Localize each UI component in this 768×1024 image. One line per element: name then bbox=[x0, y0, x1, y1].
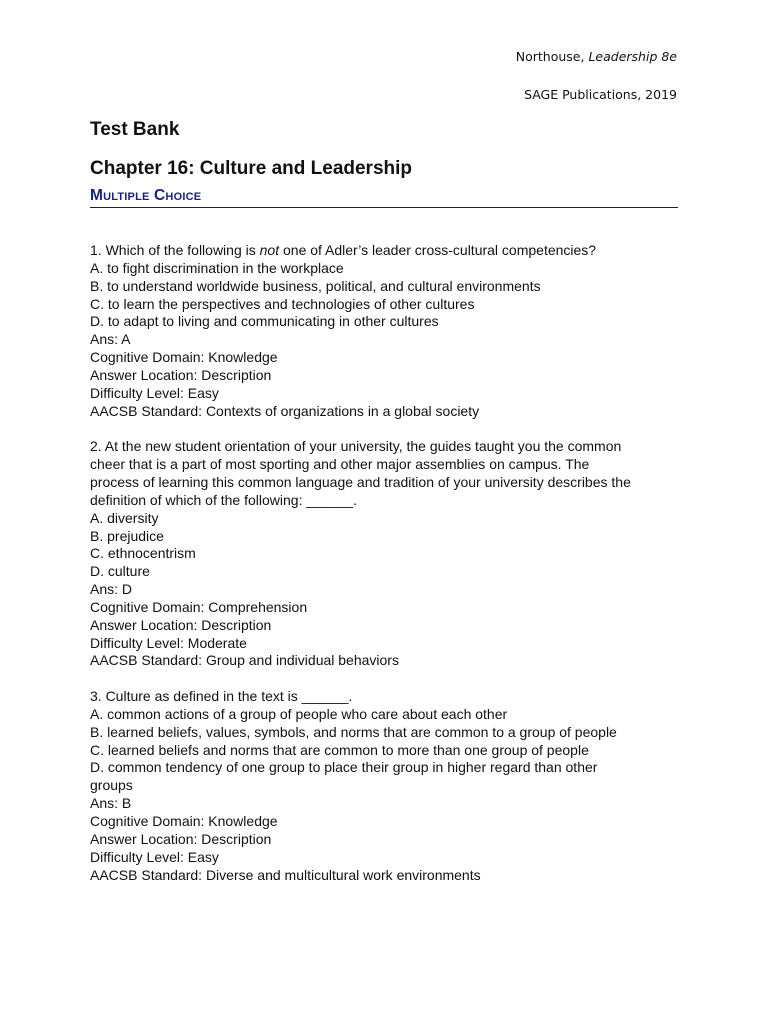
stem-text: definition of which of the following: ______. bbox=[90, 491, 357, 508]
answer-option: C. to learn the perspectives and technologies of other cultures bbox=[90, 295, 475, 312]
question-stem-line bbox=[90, 242, 690, 260]
answer-option: groups bbox=[90, 777, 133, 794]
question-stem-line bbox=[90, 438, 690, 456]
question-3 bbox=[90, 688, 690, 884]
question-metadata: AACSB Standard: Diverse and multicultural work environments bbox=[90, 866, 481, 883]
stem-text: 1. Which of the following is bbox=[90, 242, 260, 258]
question-metadata: Cognitive Domain: Comprehension bbox=[90, 598, 308, 615]
stem-text: cheer that is a part of most sporting and other major assemblies on campus. The bbox=[90, 456, 590, 473]
stem-text: one of Adler’s leader cross-cultural competencies? bbox=[279, 242, 597, 258]
answer-option: D. common tendency of one group to place their group in higher regard than other bbox=[90, 759, 598, 776]
question-metadata: Cognitive Domain: Knowledge bbox=[90, 813, 278, 829]
answer-option: C. ethnocentrism bbox=[90, 545, 196, 562]
answer-key: Ans: D bbox=[90, 581, 133, 598]
question-metadata: Answer Location: Description bbox=[90, 616, 272, 633]
question-metadata: Answer Location: Description bbox=[90, 366, 272, 383]
question-1 bbox=[90, 242, 690, 420]
answer-option: D. to adapt to living and communicating in other cultures bbox=[90, 313, 439, 330]
section-heading: Multiple Choice bbox=[90, 187, 678, 208]
question-stem-line bbox=[90, 474, 690, 492]
header-publisher: SAGE Publications, 2019 bbox=[524, 87, 677, 102]
answer-key: Ans: A bbox=[90, 331, 131, 348]
answer-option: B. learned beliefs, values, symbols, and norms that are common to a group of people bbox=[90, 723, 617, 740]
stem-emphasis: not bbox=[259, 242, 280, 258]
answer-option: A. to fight discrimination in the workplace bbox=[90, 259, 344, 276]
answer-option: A. diversity bbox=[90, 509, 159, 526]
question-metadata: AACSB Standard: Group and individual behaviors bbox=[90, 652, 399, 669]
header-author: Northouse, bbox=[515, 49, 589, 64]
chapter-title: Chapter 16: Culture and Leadership bbox=[90, 158, 413, 179]
question-list bbox=[90, 242, 690, 902]
question-metadata: Cognitive Domain: Knowledge bbox=[90, 349, 278, 366]
stem-text: 3. Culture as defined in the text is ______. bbox=[90, 688, 353, 705]
answer-key: Ans: B bbox=[90, 795, 132, 812]
question-metadata: Answer Location: Description bbox=[90, 830, 272, 847]
document-title: Test Bank bbox=[90, 119, 180, 140]
question-stem-line bbox=[90, 456, 690, 474]
answer-option: A. common actions of a group of people who care about each other bbox=[90, 705, 508, 722]
answer-option: B. prejudice bbox=[90, 527, 164, 544]
question-stem-line bbox=[90, 492, 690, 510]
header-author-line bbox=[516, 49, 677, 64]
stem-text: 2. At the new student orientation of your university, the guides taught you the common bbox=[90, 438, 622, 455]
question-stem-line bbox=[90, 688, 690, 706]
answer-option: C. learned beliefs and norms that are common to more than one group of people bbox=[90, 741, 589, 758]
answer-option: B. to understand worldwide business, political, and cultural environments bbox=[90, 277, 541, 294]
question-metadata: Difficulty Level: Easy bbox=[90, 848, 219, 865]
stem-text: process of learning this common language and tradition of your university describes the bbox=[90, 473, 631, 490]
header-book-title: Leadership 8e bbox=[588, 49, 677, 64]
question-metadata: Difficulty Level: Moderate bbox=[90, 634, 247, 651]
question-2 bbox=[90, 438, 690, 670]
answer-option: D. culture bbox=[90, 563, 150, 580]
question-metadata: AACSB Standard: Contexts of organizations in a global society bbox=[90, 402, 480, 419]
question-metadata: Difficulty Level: Easy bbox=[90, 384, 219, 401]
